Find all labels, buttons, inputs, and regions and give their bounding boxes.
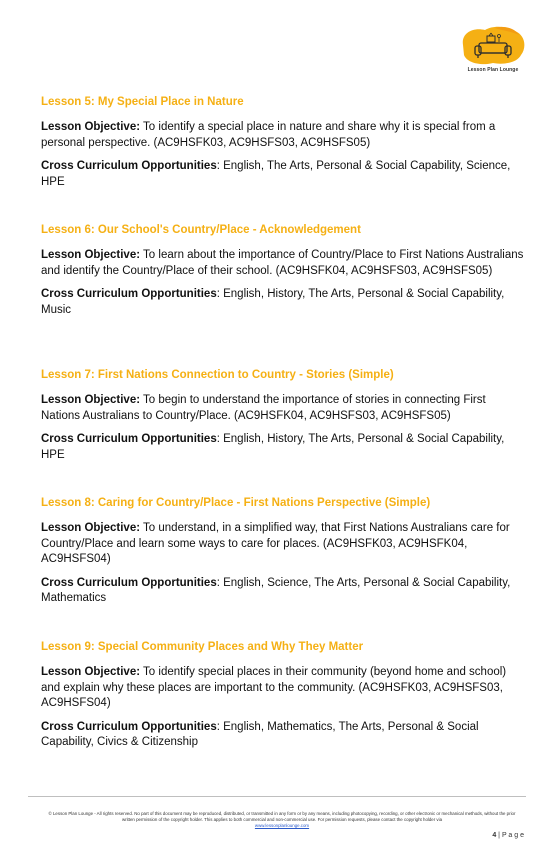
cross-curriculum-label: Cross Curriculum Opportunities xyxy=(41,160,217,172)
lesson-objective xyxy=(41,521,526,568)
page-label: | P a g e xyxy=(496,832,524,839)
website-link[interactable]: www.lessonplanlounge.com xyxy=(254,823,310,828)
lesson-objective xyxy=(41,120,526,151)
objective-text: To identify a special place in nature and share why it is special from a personal perspective. (AC9HSFK03, AC9HSFS03, AC9HSFS05) xyxy=(41,121,496,149)
lesson-8-section xyxy=(41,496,526,615)
lesson-title: Lesson 8: Caring for Country/Place - First Nations Perspective (Simple) xyxy=(41,497,431,509)
objective-text: To identify special places in their community (beyond home and school) and explain why these places are important to the community. (AC9HSFK03, AC9HSFS03, AC9HSFS04) xyxy=(41,666,507,709)
copyright-text: © Lesson Plan Lounge - All rights reserved. No part of this document may be reproduced, distributed, or transmitted in any form or by any means, including photocopying, recording, or other electronic or mechanical methods, without the prior written permission of the copyright holder. This applies to both commercial and non-commercial use. For permission requests, please contact the copyright holder via xyxy=(48,811,516,822)
cross-curriculum-text: : English, The Arts, Personal & Social Capability, Science, HPE xyxy=(41,160,511,188)
lesson-title: Lesson 5: My Special Place in Nature xyxy=(41,96,244,108)
logo-text: Lesson Plan Lounge xyxy=(467,67,519,73)
cross-curriculum xyxy=(41,720,526,751)
lesson-title: Lesson 9: Special Community Places and Why They Matter xyxy=(41,641,364,653)
cross-curriculum-label: Cross Curriculum Opportunities xyxy=(41,720,217,733)
lesson-title: Lesson 6: Our School's Country/Place - Acknowledgement xyxy=(41,224,361,236)
cross-curriculum-label: Cross Curriculum Opportunities xyxy=(41,288,217,300)
page-number-value: 4 xyxy=(492,832,497,839)
objective-label: Lesson Objective: xyxy=(41,394,141,406)
objective-text: To begin to understand the importance of stories in connecting First Nations Australians to Country/Place. (AC9HSFK04, AC9HSFS03, AC9HSFS05) xyxy=(41,394,486,422)
objective-label: Lesson Objective: xyxy=(41,522,141,534)
objective-label: Lesson Objective: xyxy=(41,121,141,133)
lesson-objective xyxy=(41,393,526,424)
footer-divider xyxy=(28,796,526,797)
cross-curriculum xyxy=(41,159,526,190)
objective-text: To learn about the importance of Country/Place to First Nations Australians and identify the Country/Place of their school. (AC9HSFK04, AC9HSFS03, AC9HSFS05) xyxy=(41,249,524,277)
cross-curriculum-text: : English, Science, The Arts, Personal & Social Capability, Mathematics xyxy=(41,576,511,604)
objective-text: To understand, in a simplified way, that First Nations Australians care for Country/Place and learn some ways to care for places. (AC9HSFK03, AC9HSFK04, AC9HSFS04) xyxy=(41,522,510,565)
cross-curriculum-text: : English, Mathematics, The Arts, Personal & Social Capability, Civics & Citizenship xyxy=(41,720,479,748)
objective-label: Lesson Objective: xyxy=(41,666,141,678)
objective-label: Lesson Objective: xyxy=(41,249,141,261)
cross-curriculum-text: : English, History, The Arts, Personal & Social Capability, Music xyxy=(41,288,505,316)
logo xyxy=(459,25,527,75)
copyright-notice xyxy=(42,811,522,829)
lesson-7-section xyxy=(41,368,526,471)
cross-curriculum-text: : English, History, The Arts, Personal & Social Capability, HPE xyxy=(41,433,505,461)
lounge-sofa-icon xyxy=(459,25,527,67)
lesson-5-section xyxy=(41,95,526,198)
lesson-title: Lesson 7: First Nations Connection to Country - Stories (Simple) xyxy=(41,369,394,381)
lesson-objective xyxy=(41,665,526,712)
lesson-6-section xyxy=(41,223,526,326)
cross-curriculum xyxy=(41,576,526,607)
cross-curriculum-label: Cross Curriculum Opportunities xyxy=(41,576,217,589)
cross-curriculum xyxy=(41,287,526,318)
cross-curriculum-label: Cross Curriculum Opportunities xyxy=(41,433,217,445)
lesson-objective xyxy=(41,248,526,279)
cross-curriculum xyxy=(41,432,526,463)
page-number xyxy=(492,832,524,839)
lesson-9-section xyxy=(41,640,526,759)
